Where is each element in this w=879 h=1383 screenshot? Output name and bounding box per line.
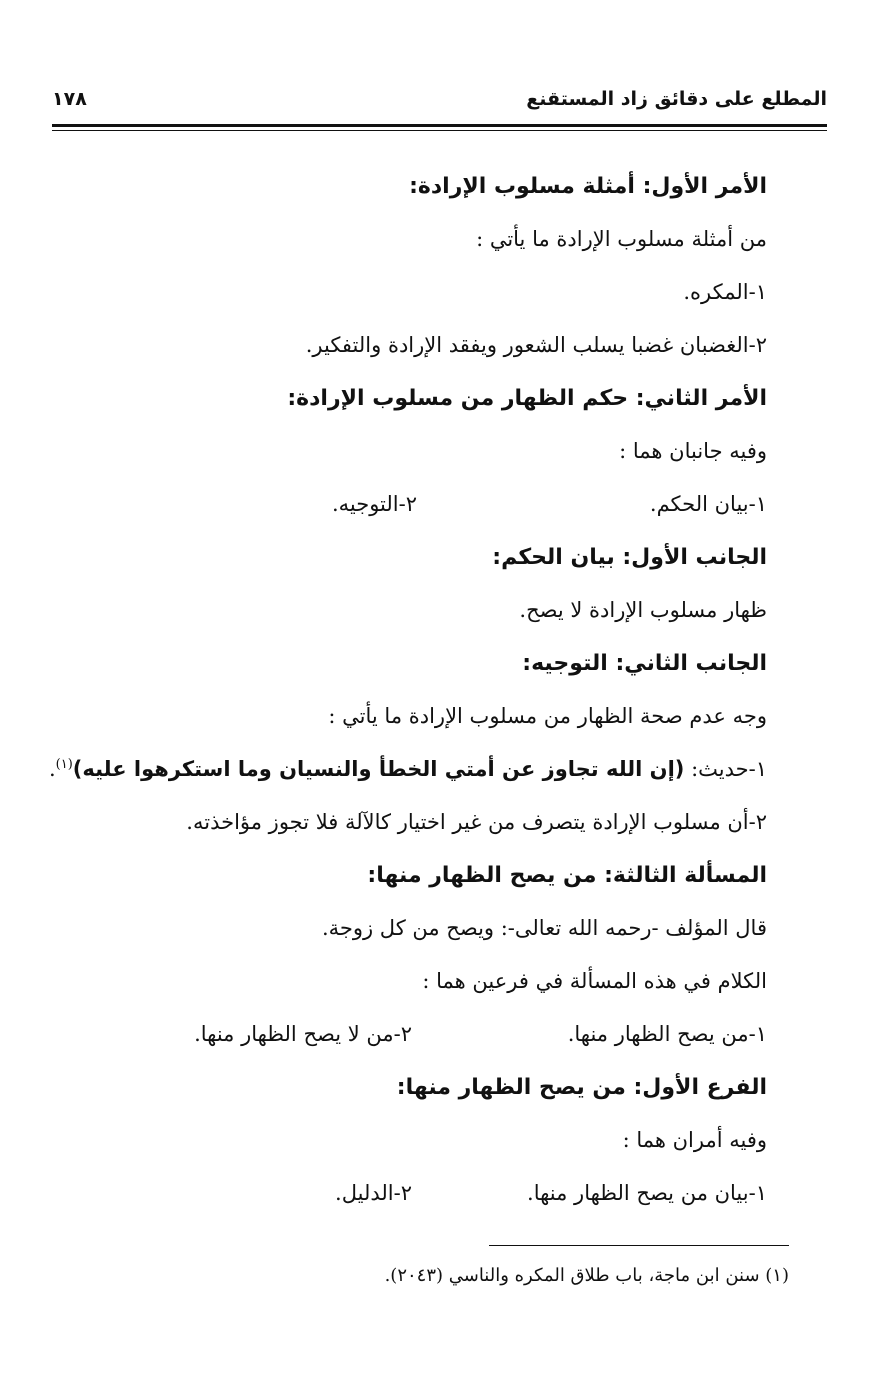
- section-heading: الأمر الثاني: حكم الظهار من مسلوب الإرادة:: [287, 386, 767, 411]
- list-item: ١-بيان من يصح الظهار منها.: [527, 1181, 767, 1205]
- section-heading: الأمر الأول: أمثلة مسلوب الإرادة:: [409, 174, 767, 199]
- running-title: المطلع على دقائق زاد المستقنع: [526, 88, 827, 110]
- list-item: ٢-الدليل.: [335, 1181, 412, 1205]
- section-heading: المسألة الثالثة: من يصح الظهار منها:: [367, 863, 767, 888]
- footnote-marker[interactable]: (١): [55, 757, 73, 772]
- paragraph-line: وفيه جانبان هما :: [619, 439, 767, 463]
- list-item: ٢-التوجيه.: [331, 492, 417, 516]
- paragraph-line: وفيه أمران هما :: [622, 1128, 767, 1152]
- two-column-list: [52, 478, 767, 531]
- list-item-prefix: ١-حديث:: [684, 757, 767, 781]
- hadith-line: [48, 743, 767, 796]
- header-rule-thin: [52, 130, 827, 131]
- list-item: ٢-أن مسلوب الإرادة يتصرف من غير اختيار كالآلة فلا تجوز مؤاخذته.: [186, 810, 767, 834]
- author-quote: قال المؤلف -رحمه الله تعالى-: ويصح من كل زوجة.: [321, 916, 767, 940]
- paragraph-line: الكلام في هذه المسألة في فرعين هما :: [422, 969, 767, 993]
- header-rule-thick: [52, 124, 827, 127]
- page-number: ١٧٨: [52, 88, 87, 110]
- section-heading: الجانب الأول: بيان الحكم:: [492, 545, 767, 570]
- two-column-list: [52, 1167, 767, 1220]
- paragraph-line: من أمثلة مسلوب الإرادة ما يأتي :: [476, 227, 767, 251]
- section-heading: الفرع الأول: من يصح الظهار منها:: [396, 1075, 767, 1100]
- section-heading: الجانب الثاني: التوجيه:: [522, 651, 767, 676]
- list-item: ٢-من لا يصح الظهار منها.: [194, 1022, 412, 1046]
- paragraph-line: وجه عدم صحة الظهار من مسلوب الإرادة ما يأتي :: [328, 704, 767, 728]
- paragraph-line: ظهار مسلوب الإرادة لا يصح.: [519, 598, 767, 622]
- list-item: ٢-الغضبان غضبا يسلب الشعور ويفقد الإرادة والتفكير.: [305, 333, 767, 357]
- footnote: (١) سنن ابن ماجة، باب طلاق المكره والناسي (٢٠٤٣).: [384, 1265, 789, 1286]
- list-item: ١-بيان الحكم.: [649, 492, 767, 516]
- hadith-quote: (إن الله تجاوز عن أمتي الخطأ والنسيان وما استكرهوا عليه): [72, 757, 685, 781]
- list-item: ١-من يصح الظهار منها.: [567, 1022, 767, 1046]
- two-column-list: [52, 1008, 767, 1061]
- page-body: [48, 160, 767, 1220]
- list-item: ١-المكره.: [683, 280, 767, 304]
- line-end-period: .: [48, 757, 56, 781]
- running-header: [52, 88, 827, 122]
- footnote-separator: [489, 1245, 789, 1246]
